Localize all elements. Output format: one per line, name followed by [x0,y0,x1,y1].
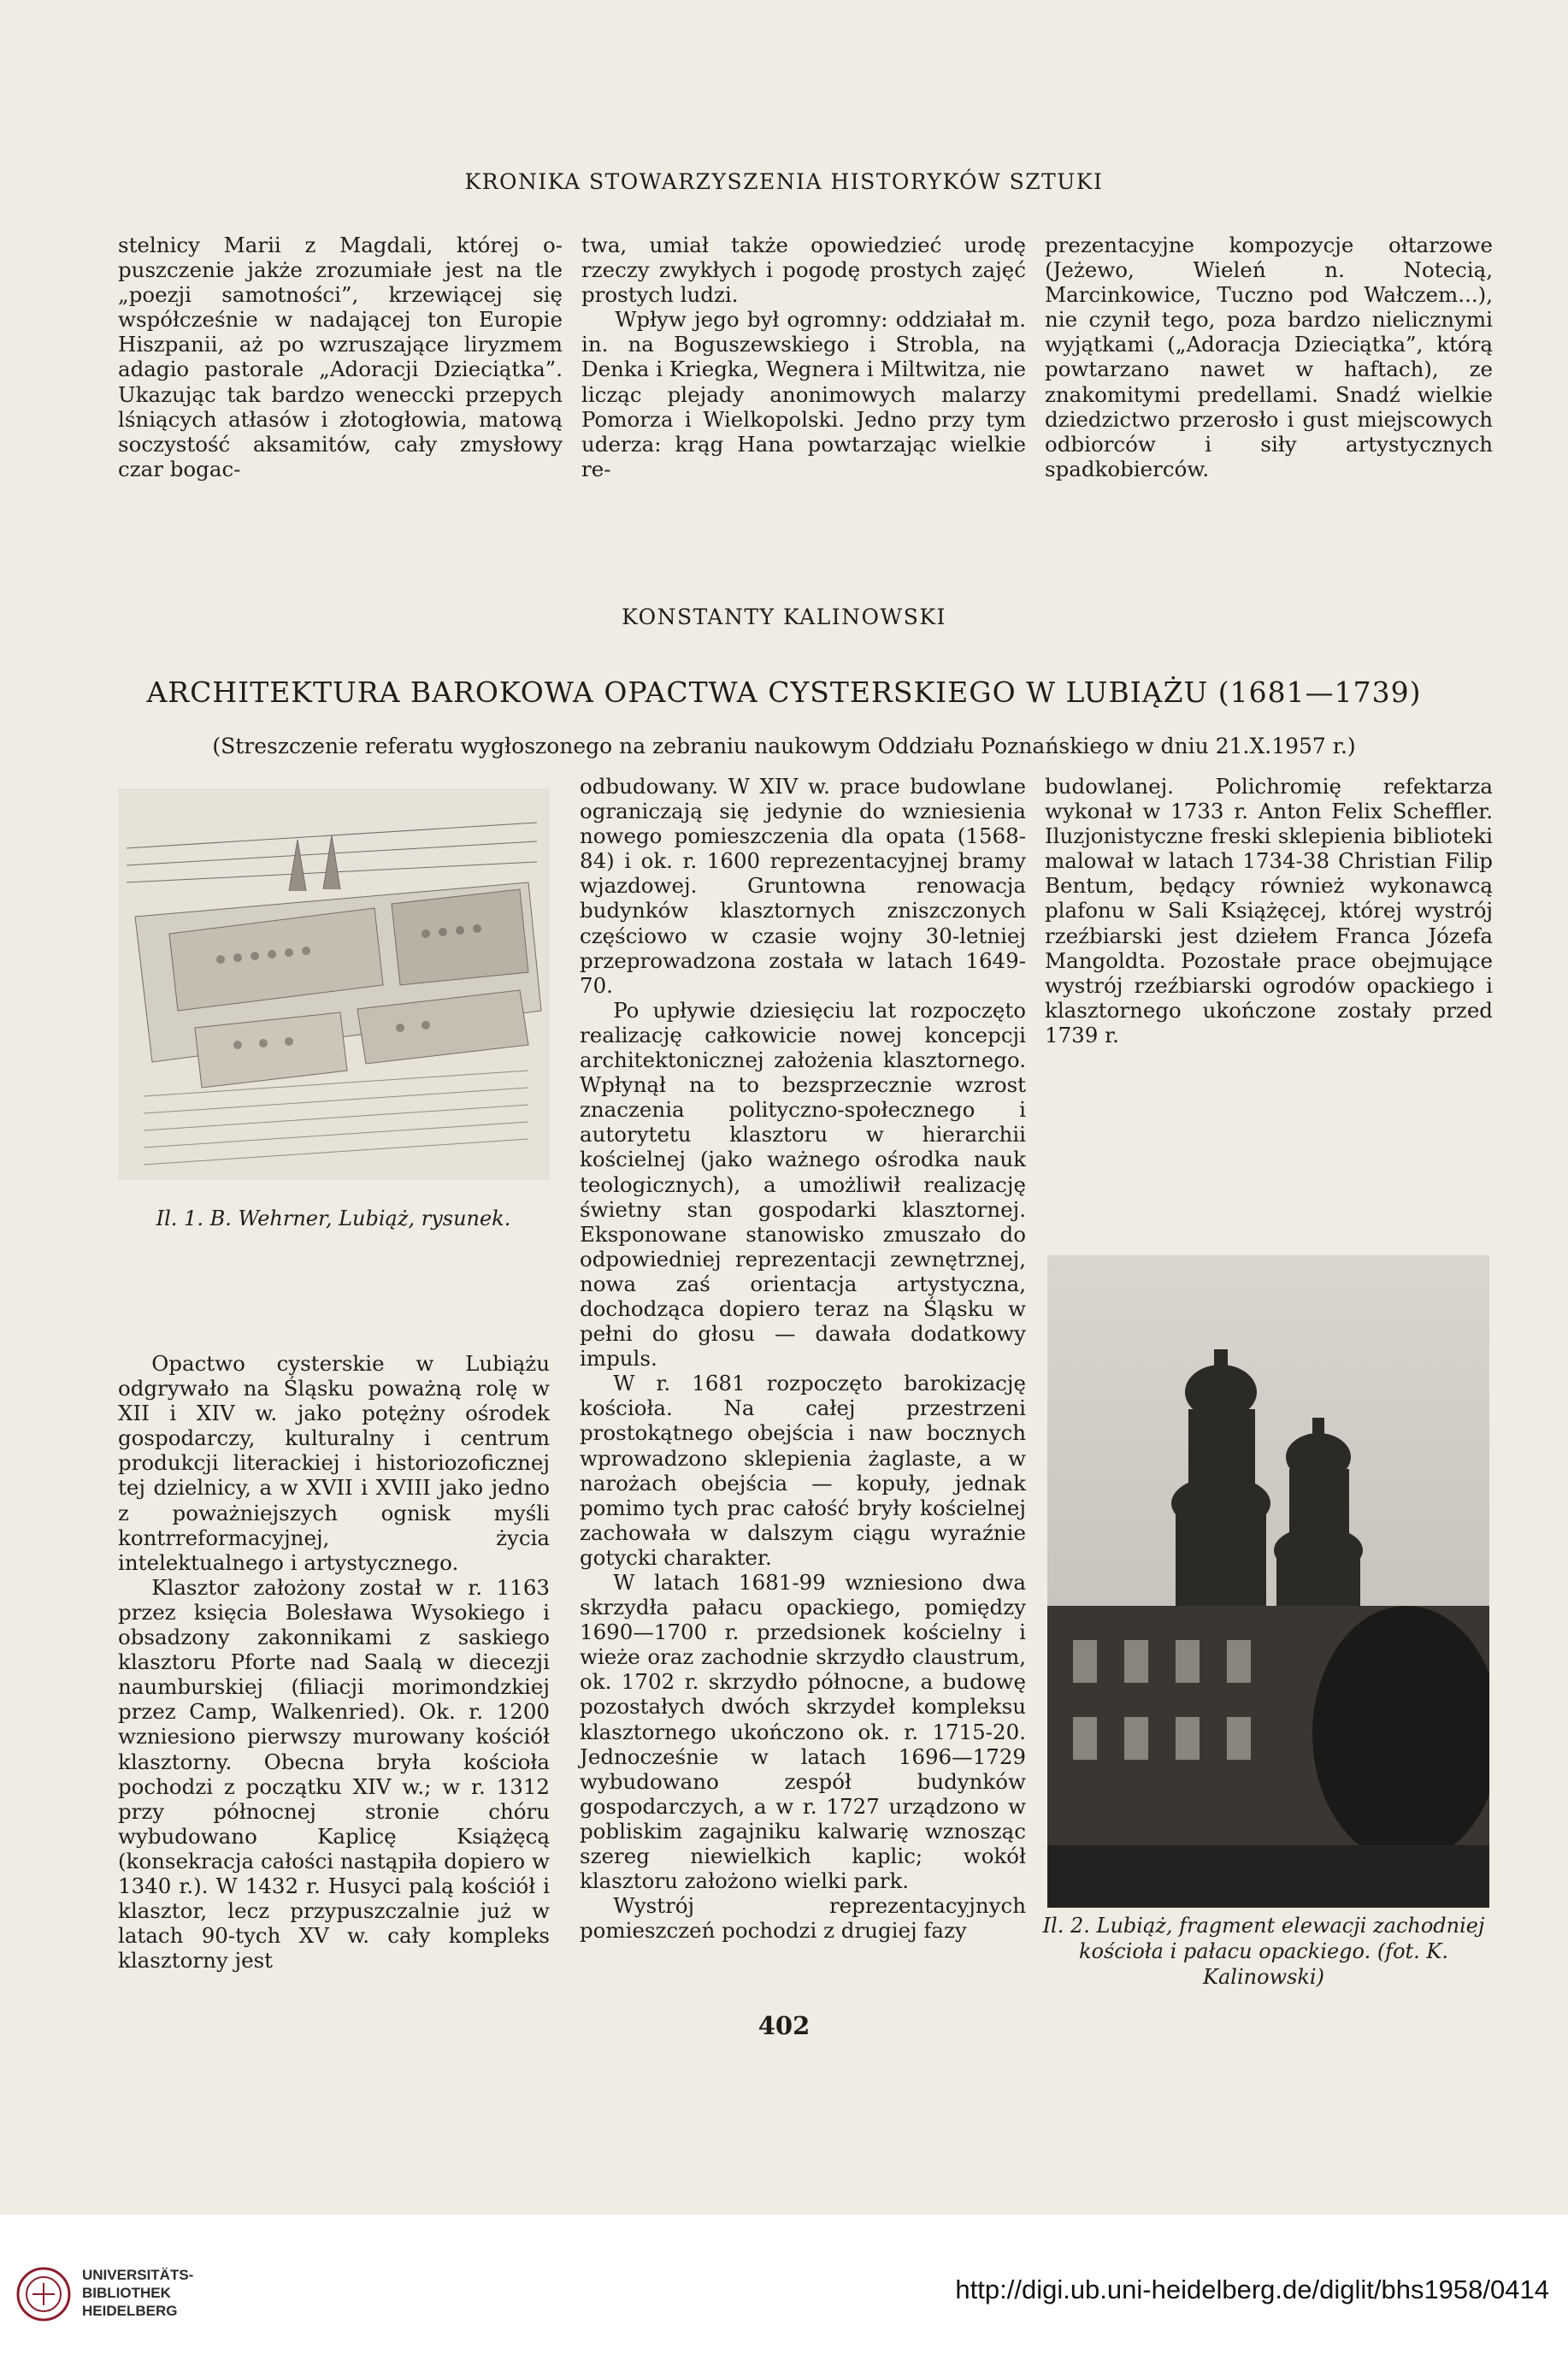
library-seal-icon [15,2266,72,2322]
figure-1-caption: Il. 1. B. Wehrner, Lubiąż, rysunek. [156,1207,511,1230]
top-column-3 [1045,233,1493,481]
body-col1-paragraph-1: Opactwo cysterskie w Lubiążu odgrywało na Śląsku poważną rolę w XII i XIV w. jako potężny ośrodek gospodarczy, kulturalny i centrum produkcji literackiej i historiozoficznej tej dzielnicy, a w XVII i XVIII jako jedno z poważniejszych ognisk myśli kontrreformacyjnej, życia intelektualnego i artystycznego. [118,1351,550,1575]
body-col2-paragraph-5: Wystrój reprezentacyjnych pomieszczeń pochodzi z drugiej fazy [580,1893,1026,1944]
top-column-3-text: prezentacyjne kompozycje ołtarzowe (Jeżewo, Wieleń n. Notecią, Marcinkowice, Tuczno pod Wałczem...), nie czynił tego, poza bardzo nielicznymi wyjątkami („Adoracja Dzieciątka”, którą powtarzano nawet w haftach), ze znakomitymi predellami. Snadź wielkie dziedzictwo przerosło i gust miejscowych odbiorców i siły artystycznych spadkobierców. [1045,233,1493,481]
top-column-2-text-b: Wpływ jego był ogromny: oddziałał m. in. na Boguszewskiego i Strobla, na Denka i Kriegka, Wegnera i Miltwitza, nie licząc plejady anonimowych malarzy Pomorza i Wielkopolski. Jedno przy tym uderza: krąg Hana powtarzając wielkie re- [581,307,1026,481]
figure-2-caption: Il. 2. Lubiąż, fragment elewacji zachodniej kościoła i pałacu opackiego. (fot. K. Kalinowski) [1042,1914,1485,1989]
article-title: ARCHITEKTURA BAROKOWA OPACTWA CYSTERSKIEGO W LUBIĄŻU (1681—1739) [146,676,1422,709]
top-column-2 [581,233,1026,481]
body-col2-paragraph-4: W latach 1681-99 wzniesiono dwa skrzydła pałacu opackiego, pomiędzy 1690—1700 r. przedsionek kościelny i wieże oraz zachodnie skrzydło claustrum, ok. 1702 r. skrzydło północne, a budowę pozostałych dwóch skrzydeł kompleksu klasztornego ukończono ok. r. 1715-20. Jednocześnie w latach 1696—1729 wybudowano zespół budynków gospodarczych, a w r. 1727 urządzono w pobliskim zagajniku kalwarię wznosząc szereg niewielkich kaplic; wokół klasztoru założono wielki park. [580,1570,1026,1894]
body-col2-paragraph-3: W r. 1681 rozpoczęto barokizację kościoła. Na całej przestrzeni prostokątnego obejścia i naw bocznych wprowadzono sklepienia żaglaste, a w narożach obejścia — kopuły, jednak pomimo tych prac całość bryły kościelnej zachowała w dalszym ciągu wyraźnie gotycki charakter. [580,1371,1026,1570]
church-photo-illustration [1047,1255,1489,1908]
library-name-line-1: UNIVERSITÄTS- [82,2267,194,2283]
figure-engraving [118,788,550,1180]
library-name-line-3: HEIDELBERG [82,2303,178,2319]
figure-photograph [1047,1255,1489,1908]
body-col2-paragraph-1: odbudowany. W XIV w. prace budowlane ograniczają się jedynie do wzniesienia nowego pomieszczenia dla opata (1568-84) i ok. r. 1600 reprezentacyjnej bramy wjazdowej. Gruntowna renowacja budynków klasztornych zniszczonych częściowo w czasie wojny 30-letniej przeprowadzona została w latach 1649-70. [580,774,1026,998]
body-col2-paragraph-2: Po upływie dziesięciu lat rozpoczęto realizację całkowicie nowej koncepcji architektonicznej założenia klasztornego. Wpłynął na to bezsprzecznie wzrost znaczenia polityczno-społecznego i autorytetu klasztoru w hierarchii kościelnej (jako ważnego ośrodka nauk teologicznych), a umożliwił realizację świetny stan gospodarki klasztornej. Eksponowane stanowisko zmuszało do odpowiedniej reprezentacji zewnętrznej, nowa zaś orientacja artystyczna, dochodząca dopiero teraz na Śląsku w pełni do głosu — dawała dodatkowy impuls. [580,997,1026,1372]
body-col1-paragraph-2: Klasztor założony został w r. 1163 przez księcia Bolesława Wysokiego i obsadzony zakonnikami z saskiego klasztoru Pforte nad Saalą w diecezji naumburskiej (filiacji morimondzkiej przez Camp, Walkenried). Ok. r. 1200 wzniesiono pierwszy murowany kościół klasztorny. Obecna bryła kościoła pochodzi z początku XIV w.; w r. 1312 przy północnej stronie chóru wybudowano Kaplicę Książęcą (konsekracja całości nastąpiła dopiero w 1340 r.). W 1432 r. Husyci palą kościół i klasztor, lecz przypuszczalnie już w latach 90-tych XV w. cały kompleks klasztorny jest [118,1574,550,1974]
library-name-line-2: BIBLIOTHEK [82,2285,171,2301]
body-col3-paragraph-1: budowlanej. Polichromię refektarza wykonał w 1733 r. Anton Felix Scheffler. Iluzjonistyczne freski sklepienia biblioteki malował w latach 1734-38 Christian Filip Bentum, będący również wykonawcą plafonu w Sali Książęcej, której wystrój rzeźbiarski jest dziełem Franca Józefa Mangoldta. Pozostałe prace obejmujące wystrój rzeźbiarski ogrodów opackiego i klasztornego ukończone zostały przed 1739 r. [1045,774,1493,1047]
library-name [82,2266,193,2320]
source-url-link[interactable]: http://digi.ub.uni-heidelberg.de/diglit/bhs1958/0414 [955,2275,1549,2304]
top-column-1-text: stelnicy Marii z Magdali, której o-puszczenie jakże zrozumiałe jest na tle „poezji samotności”, krzewiącej się współcześnie w nadającej ton Europie Hiszpanii, aż po wzruszające liryzmem adagio pastorale „Adoracji Dzieciątka”. Ukazując tak bardzo weneccki przepych lśniących atłasów i złotogłowia, matową soczystość aksamitów, cały zmysłowy czar bogac- [118,233,563,481]
body-column-3 [1045,774,1493,1047]
running-header: KRONIKA STOWARZYSZENIA HISTORYKÓW SZTUKI [464,169,1104,194]
library-logo[interactable] [15,2266,212,2343]
body-column-2 [580,774,1026,1943]
article-subtitle: (Streszczenie referatu wygłoszonego na zebraniu naukowym Oddziału Poznańskiego w dniu 21.X.1957 r.) [212,734,1356,758]
top-column-1 [118,233,563,481]
footer-bar [0,2215,1568,2366]
article-author: KONSTANTY KALINOWSKI [622,605,946,629]
engraving-illustration [118,788,550,1180]
page-number: 402 [757,2011,811,2040]
body-column-1 [118,1351,550,1973]
top-column-2-text-a: twa, umiał także opowiedzieć urodę rzeczy zwykłych i pogodę prostych zajęć prostych ludzi. [581,233,1026,308]
